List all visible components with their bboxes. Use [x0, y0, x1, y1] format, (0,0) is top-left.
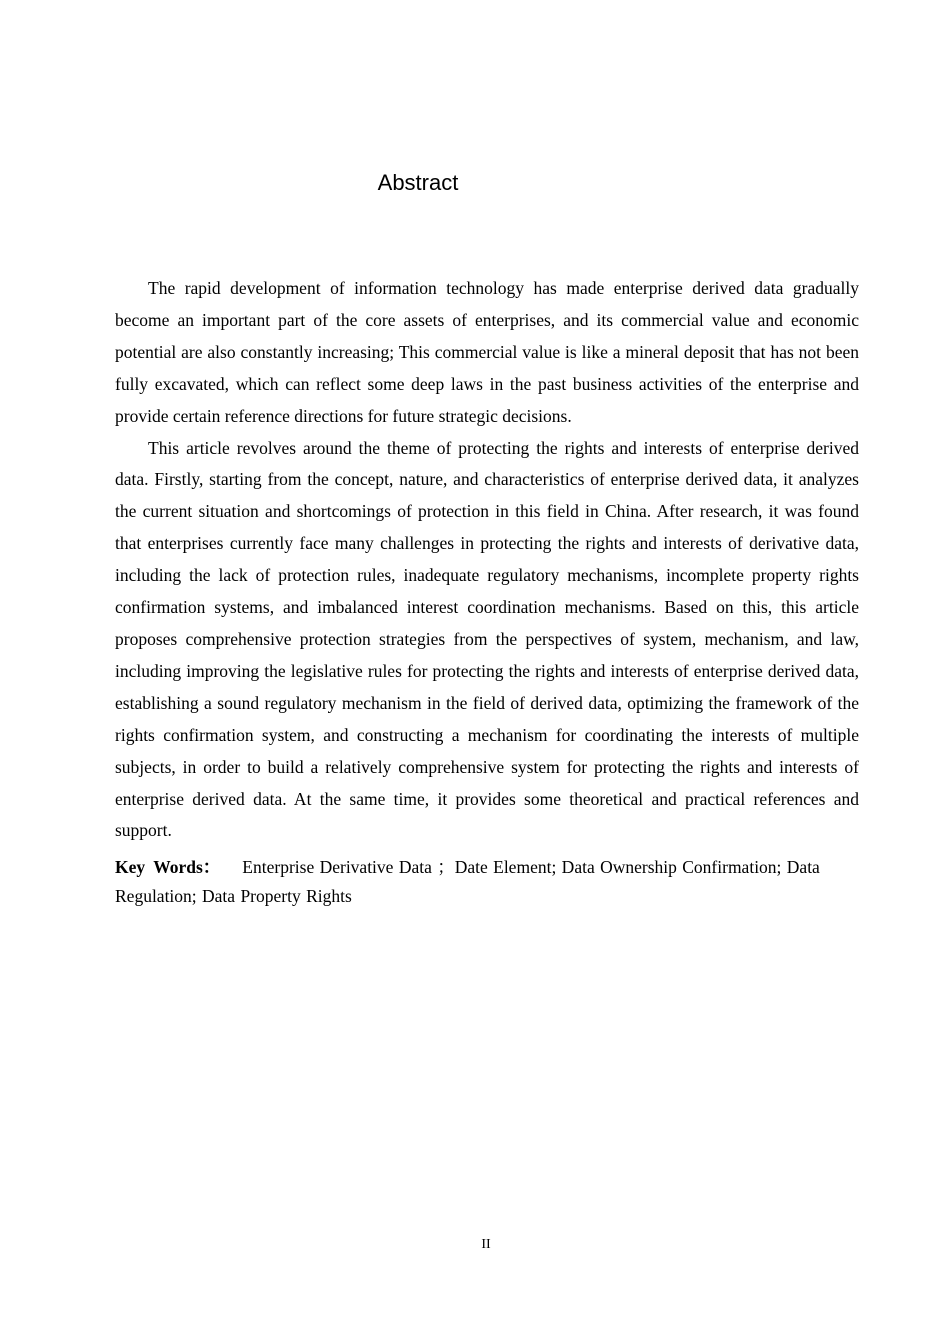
page-number: II	[481, 1237, 491, 1252]
abstract-body	[115, 273, 859, 847]
abstract-paragraph-1: The rapid development of information technology has made enterprise derived data gradually become an important part of the core assets of enterprises, and its commercial value and economic potential are also constantly increasing; This commercial value is like a mineral deposit that has not been fully excavated, which can reflect some deep laws in the past business activities of the enterprise and provide certain reference directions for future strategic decisions.	[115, 278, 859, 426]
keywords-label: Key Words：	[115, 857, 221, 877]
keywords-list: Enterprise Derivative Data ；Date Element; Data Ownership Confirmation; Data Regulation; Data Property Rights	[115, 857, 820, 906]
keywords-line	[115, 853, 859, 911]
abstract-title: Abstract	[377, 170, 459, 195]
abstract-paragraph-2: This article revolves around the theme of protecting the rights and interests of enterprise derived data. Firstly, starting from the concept, nature, and characteristics of enterprise derived data, it analyzes the current situation and shortcomings of protection in this field in China. After research, it was found that enterprises currently face many challenges in protecting the rights and interests of derivative data, including the lack of protection rules, inadequate regulatory mechanisms, incomplete property rights confirmation systems, and imbalanced interest coordination mechanisms. Based on this, this article proposes comprehensive protection strategies from the perspectives of system, mechanism, and law, including improving the legislative rules for protecting the rights and interests of enterprise derived data, establishing a sound regulatory mechanism in the field of derived data, optimizing the framework of the rights confirmation system, and constructing a mechanism for coordinating the interests of multiple subjects, in order to build a relatively comprehensive system for protecting the rights and interests of enterprise derived data. At the same time, it provides some theoretical and practical references and support.	[115, 437, 859, 841]
